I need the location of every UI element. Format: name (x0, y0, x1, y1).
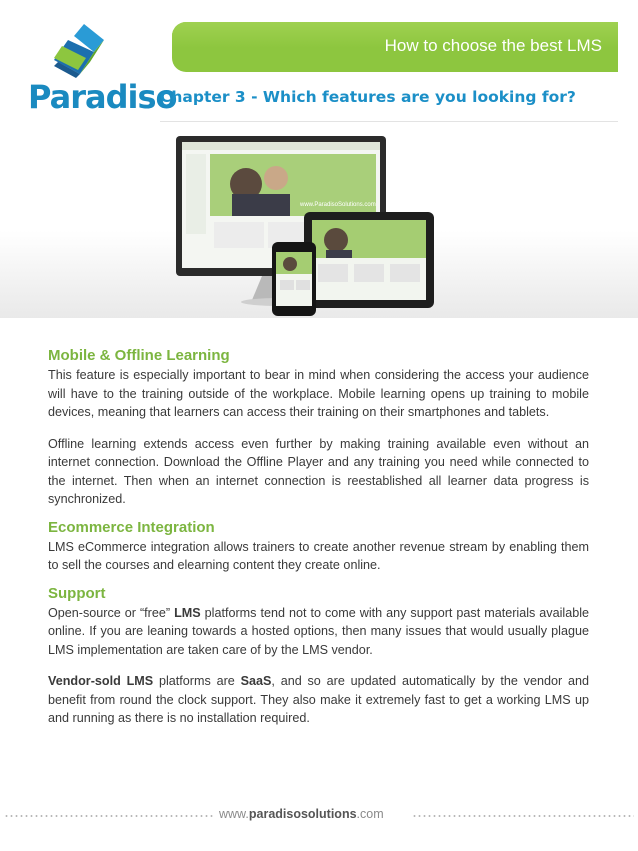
paragraph-ecommerce: LMS eCommerce integration allows trainers to create another revenue stream by enabling them to sell the courses and elearning content they create online. (48, 539, 589, 572)
heading-ecommerce: Ecommerce Integration (48, 518, 215, 536)
paragraph-support-open-source (48, 604, 589, 660)
text-run-bold: LMS (174, 605, 201, 620)
paragraph-offline: Offline learning extends access even further by making training available even without an internet connection. Download the Offline Player and any training you need while connected to the internet. Then when an internet connection is reestablished all learner data progress is synchronized. (48, 436, 589, 506)
paragraph-support-vendor (48, 672, 589, 728)
monitor-brand-text: www.ParadisoSolutions.com (300, 202, 376, 208)
text-run: Open-source or “free” (48, 605, 175, 620)
footer-url-suffix: .com (356, 807, 384, 821)
devices-illustration (0, 124, 638, 318)
footer-url-domain: paradisosolutions (248, 807, 357, 821)
heading-mobile-offline: Mobile & Offline Learning (48, 347, 230, 364)
footer-dots-right (412, 815, 634, 817)
banner-title: How to choose the best LMS (384, 36, 602, 55)
text-run: , and so are updated automatically by the vendor and benefit from round the clock support. They also make it extremely fast to get a working LMS up and running as there is no installation required. (48, 674, 589, 725)
text-run: platforms tend not to come with any support past materials available online. If you are leaning towards a hosted options, then many issues that would usually plague LMS implementation are taken care of by the LMS vendor. (48, 605, 590, 657)
header-divider (160, 121, 618, 122)
heading-support: Support (48, 584, 106, 602)
footer-url-prefix: www. (219, 807, 249, 821)
devices-hero-image (0, 124, 638, 318)
main-content (48, 346, 589, 728)
chapter-title: Chapter 3 - Which features are you looking for? (160, 88, 576, 106)
text-run-bold: Vendor-sold LMS (48, 674, 154, 688)
text-run-bold: SaaS (240, 674, 272, 688)
footer-dots-left (4, 815, 214, 817)
footer-url[interactable] (219, 807, 384, 821)
logo-wordmark: Paradiso (28, 78, 177, 116)
text-run: platforms are (153, 674, 241, 688)
paragraph-mobile: This feature is especially important to bear in mind when considering the access your audience will have to the training outside of the workplace. Mobile learning opens up training to mobile devices, meaning that learners can access their training on their smartphones and tablets. (48, 368, 589, 419)
